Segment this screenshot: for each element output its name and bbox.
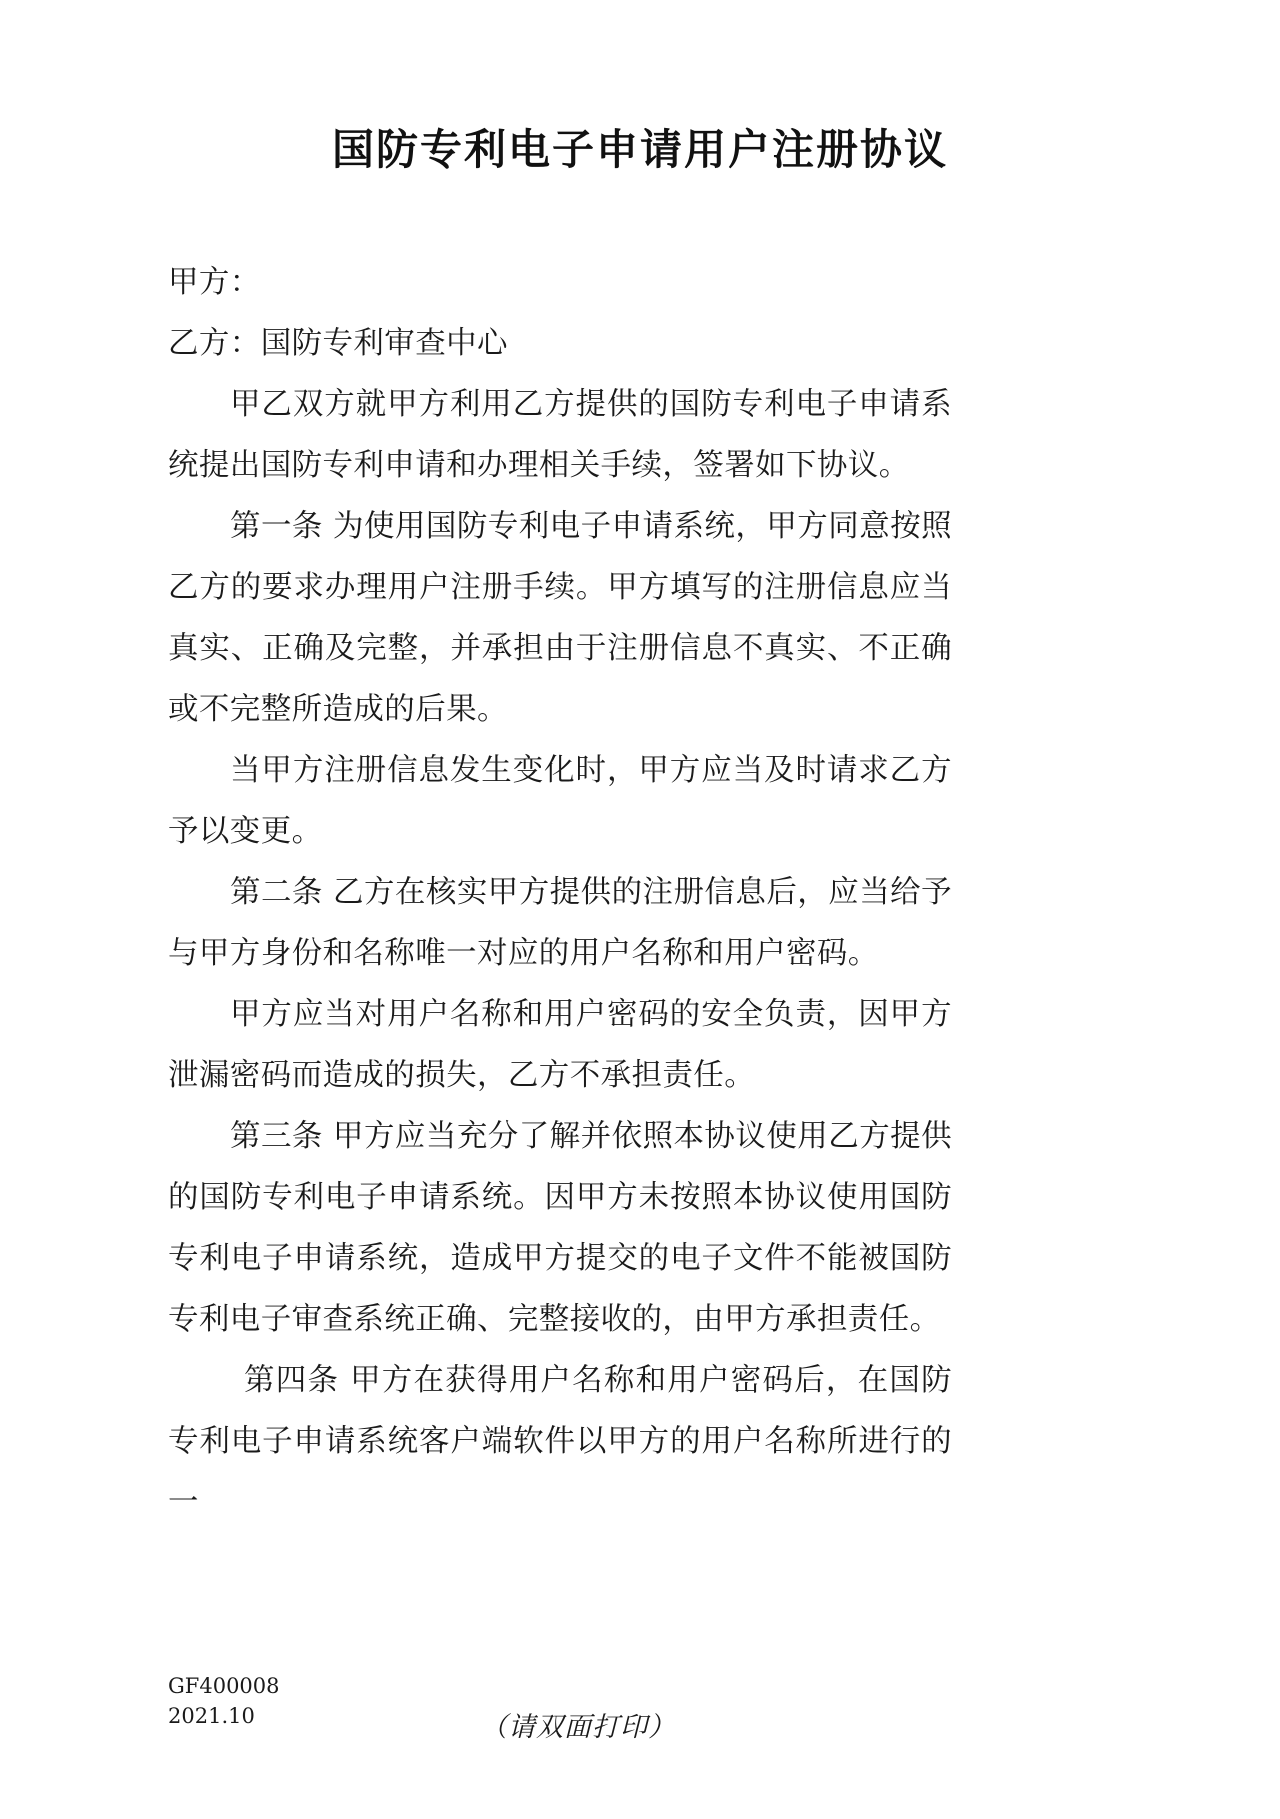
article-three-paragraph-1: 第三条 甲方应当充分了解并依照本协议使用乙方提供的国防专利电子申请系统。因甲方未按照本协议使用国防专利电子申请系统，造成甲方提交的电子文件不能被国防专利电子审查系统正确、完整接收的，由甲方承担责任。 [168, 1119, 952, 1337]
page-title: 国防专利电子申请用户注册协议 [331, 125, 948, 174]
article-two-paragraph-2: 甲方应当对用户名称和用户密码的安全负责，因甲方泄漏密码而造成的损失，乙方不承担责任。 [168, 997, 952, 1093]
print-instruction-note: （请双面打印） [480, 1712, 676, 1743]
document-body [168, 252, 952, 1533]
form-code: GF400008 [168, 1674, 280, 1698]
page-footer [168, 1671, 1112, 1741]
article-two-paragraph-1: 第二条 乙方在核实甲方提供的注册信息后，应当给予与甲方身份和名称唯一对应的用户名称和用户密码。 [168, 875, 952, 971]
form-date: 2021.10 [168, 1704, 255, 1728]
article-four-paragraph-1: 第四条 甲方在获得用户名称和用户密码后，在国防专利电子申请系统客户端软件以甲方的用户名称所进行的一 [168, 1363, 952, 1520]
article-one-paragraph-2: 当甲方注册信息发生变化时，甲方应当及时请求乙方予以变更。 [168, 753, 952, 849]
party-line-second: 乙方：国防专利审查中心 [168, 326, 508, 361]
preamble-paragraph: 甲乙双方就甲方利用乙方提供的国防专利电子申请系统提出国防专利申请和办理相关手续，签署如下协议。 [168, 387, 952, 483]
party-line-first: 甲方： [168, 265, 261, 300]
article-one-paragraph-1: 第一条 为使用国防专利电子申请系统，甲方同意按照乙方的要求办理用户注册手续。甲方填写的注册信息应当真实、正确及完整，并承担由于注册信息不真实、不正确或不完整所造成的后果。 [168, 509, 952, 727]
